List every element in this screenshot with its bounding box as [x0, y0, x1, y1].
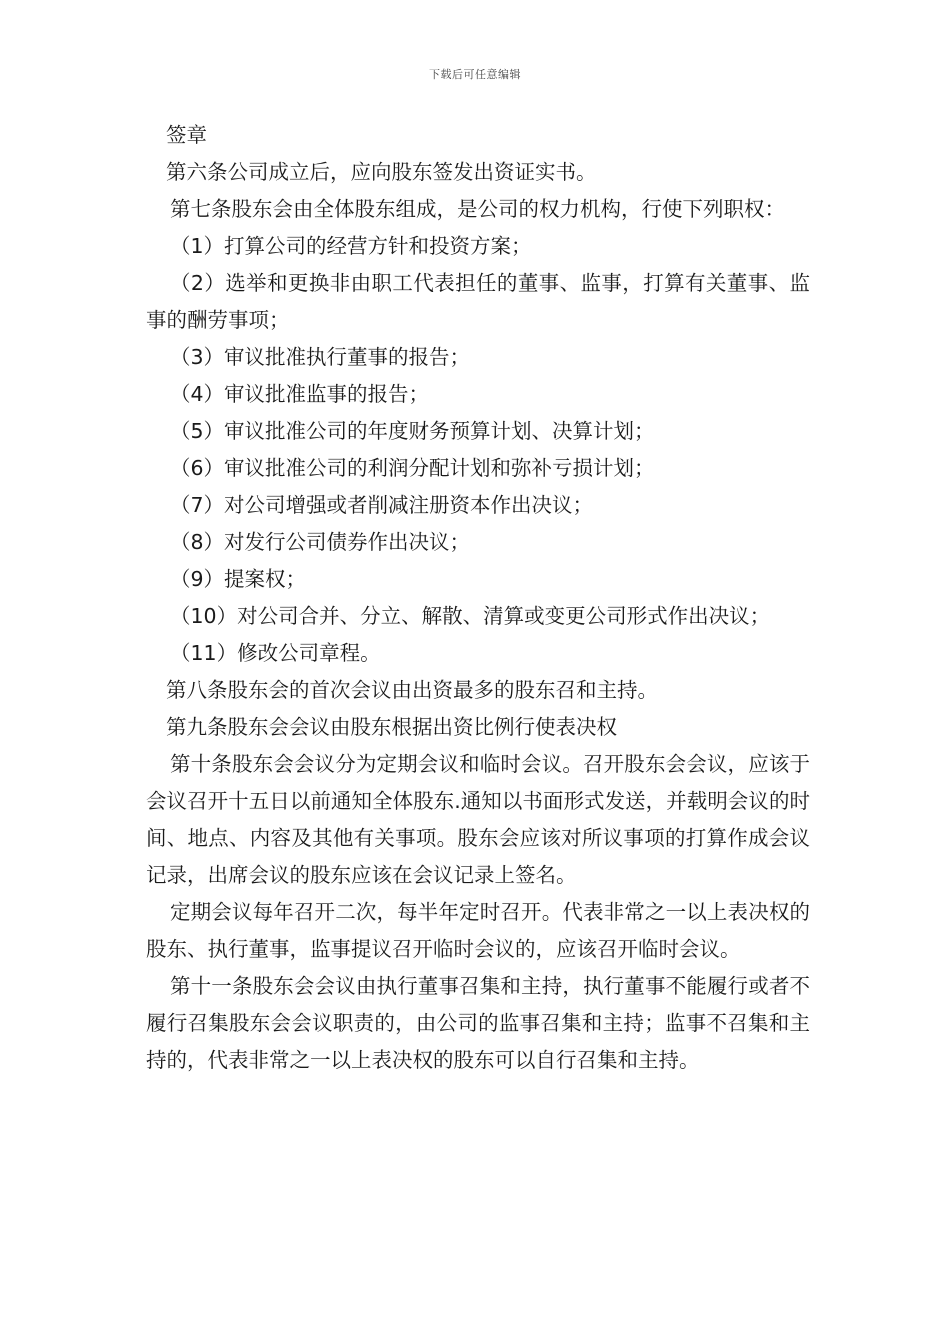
list-item: （1）打算公司的经营方针和投资方案；: [170, 234, 532, 258]
paragraph-regular-meetings: 定期会议每年召开二次，每半年定时召开。代表非常之一以上表决权的股东、执行董事，监事提议召开临时会议的，应该召开临时会议。: [146, 900, 810, 961]
paragraph-article-7: 第七条股东会由全体股东组成，是公司的权力机构，行使下列职权：: [170, 197, 785, 221]
paragraph-article-9: 第九条股东会会议由股东根据出资比例行使表决权: [166, 715, 617, 739]
list-item: （2）选举和更换非由职工代表担任的董事、监事，打算有关董事、监事的酬劳事项；: [146, 271, 810, 332]
list-item: （9）提案权；: [170, 567, 307, 591]
list-item: （3）审议批准执行董事的报告；: [170, 345, 471, 369]
list-item: （8）对发行公司债券作出决议；: [170, 530, 471, 554]
paragraph-article-6: 第六条公司成立后，应向股东签发出资证实书。: [166, 160, 597, 184]
list-item: （10）对公司合并、分立、解散、清算或变更公司形式作出决议；: [170, 604, 771, 628]
paragraph-signature: 签章: [166, 123, 207, 147]
page-header: 下载后可任意编辑: [429, 68, 521, 81]
list-item: （6）审议批准公司的利润分配计划和弥补亏损计划；: [170, 456, 655, 480]
paragraph-article-11: 第十一条股东会会议由执行董事召集和主持，执行董事不能履行或者不履行召集股东会会议职责的，由公司的监事召集和主持；监事不召集和主持的，代表非常之一以上表决权的股东可以自行召集和主持。: [146, 974, 810, 1072]
list-item: （4）审议批准监事的报告；: [170, 382, 430, 406]
list-item: （5）审议批准公司的年度财务预算计划、决算计划；: [170, 419, 655, 443]
paragraph-article-8: 第八条股东会的首次会议由出资最多的股东召和主持。: [166, 678, 658, 702]
list-item: （7）对公司增强或者削减注册资本作出决议；: [170, 493, 594, 517]
list-item: （11）修改公司章程。: [170, 641, 381, 665]
paragraph-article-10: 第十条股东会会议分为定期会议和临时会议。召开股东会会议，应该于会议召开十五日以前通知全体股东.通知以书面形式发送，并载明会议的时间、地点、内容及其他有关事项。股东会应该对所议事项的打算作成会议记录，出席会议的股东应该在会议记录上签名。: [146, 752, 810, 887]
powers-list: [146, 228, 810, 672]
document-body: [146, 117, 810, 1079]
